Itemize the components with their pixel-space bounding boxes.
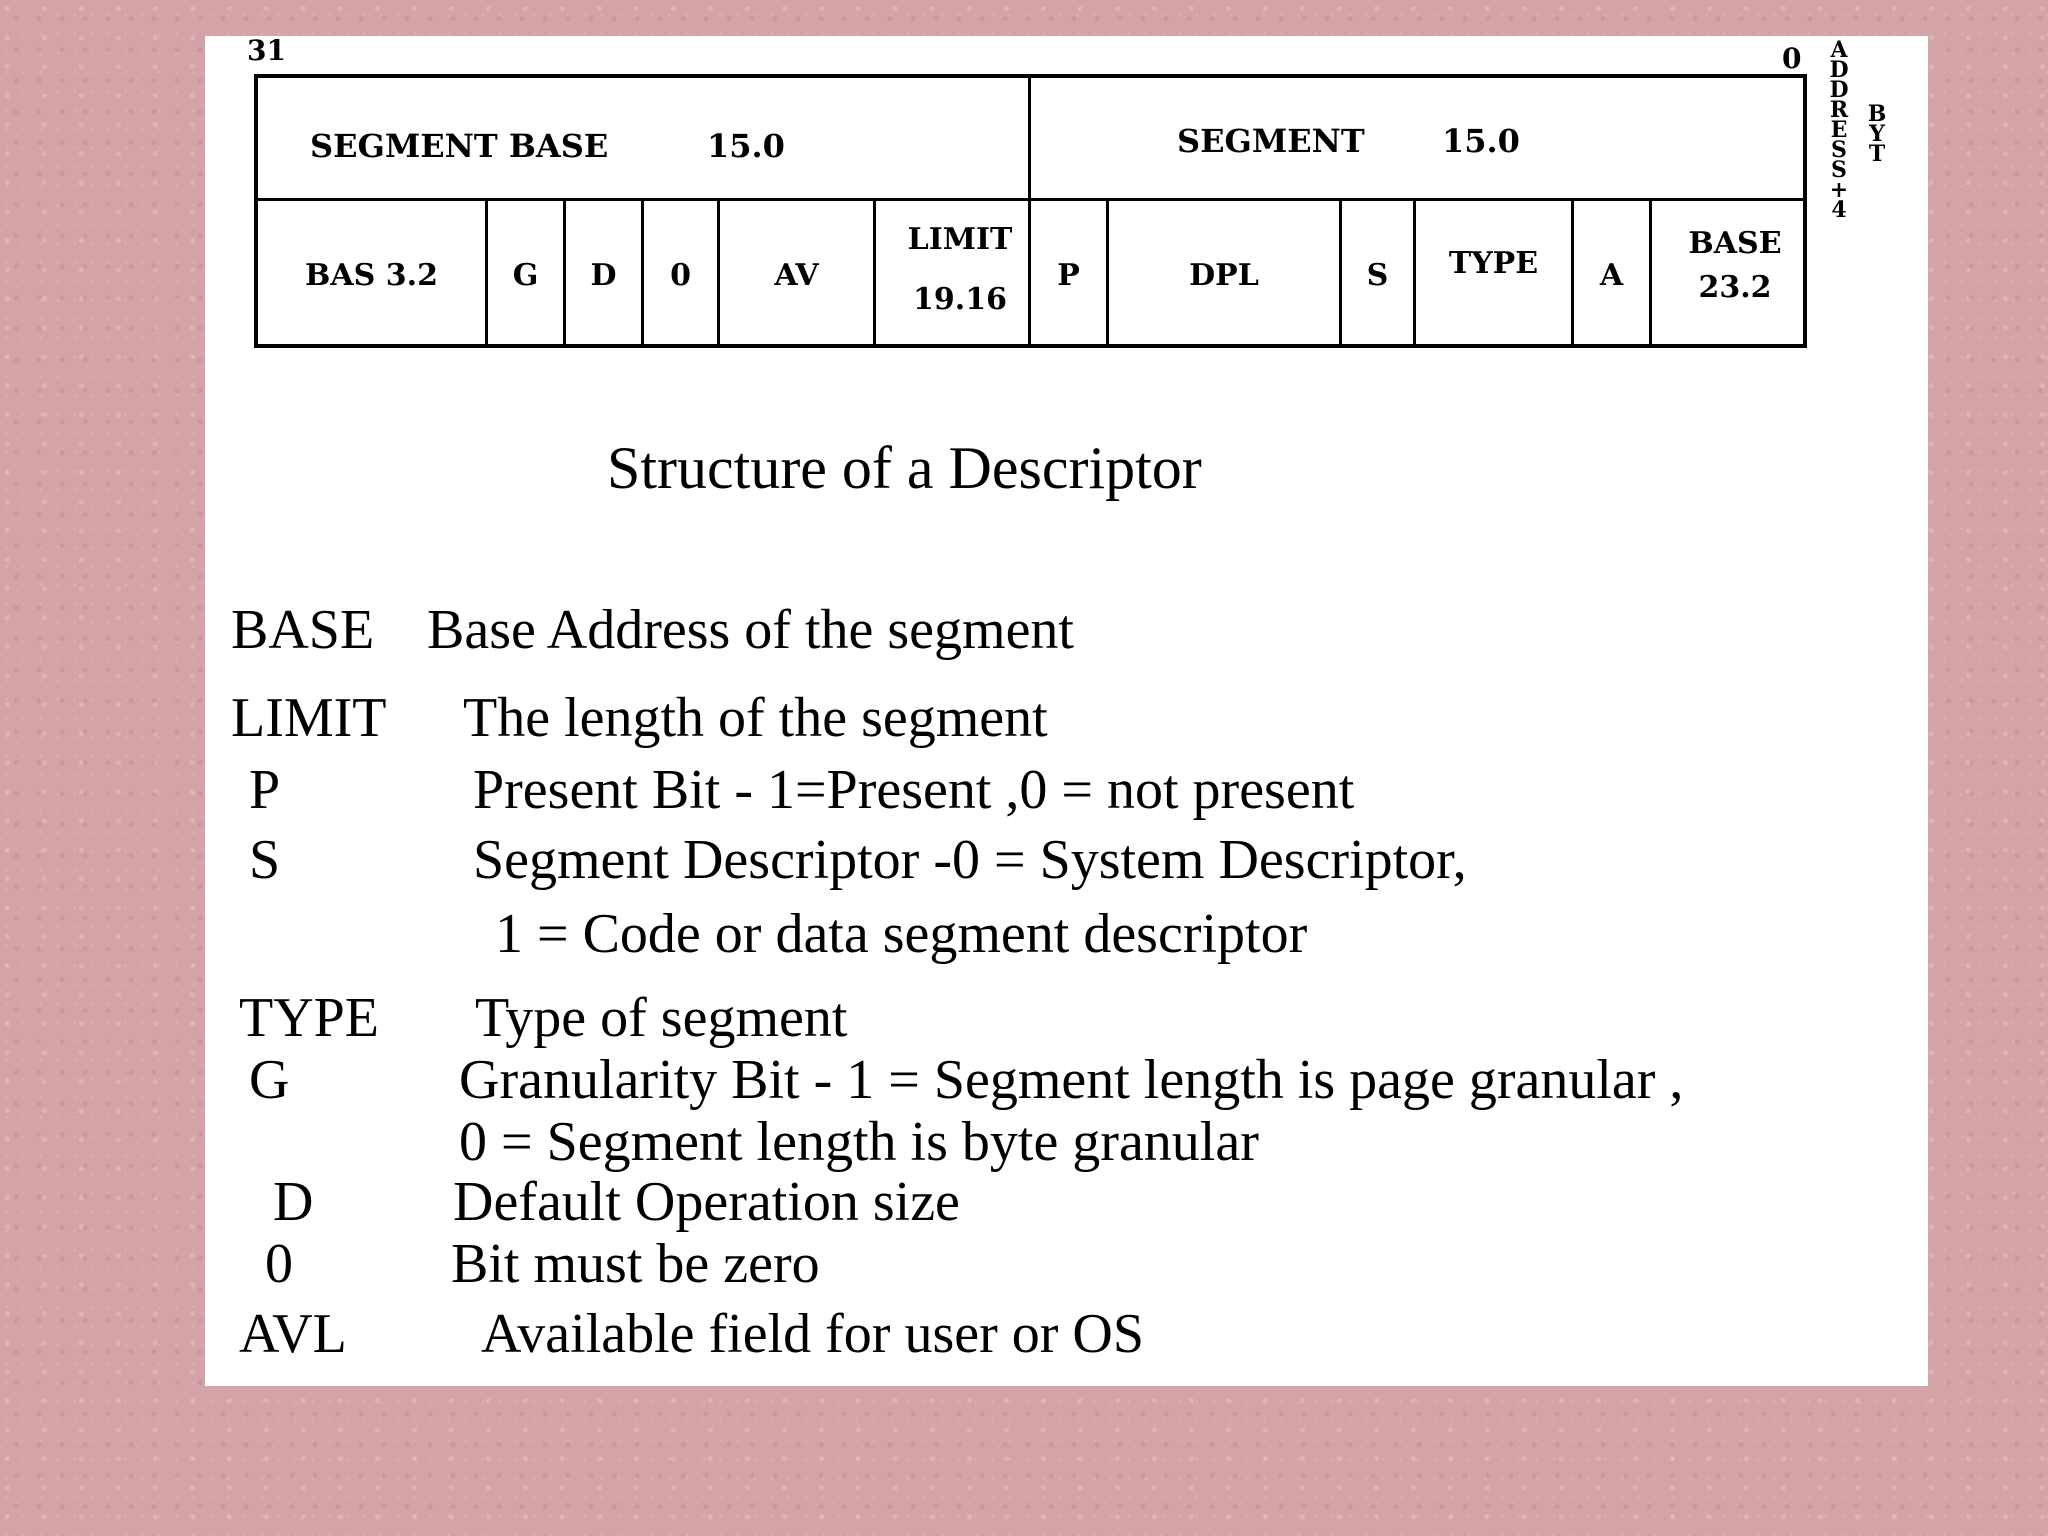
- cell-limit-19-16: LIMIT 19.16: [907, 222, 1013, 317]
- cell-base-23-16: BASE 23.2: [1688, 226, 1782, 305]
- address-plus-4-label: ADDRESS+4: [1829, 37, 1849, 223]
- term-p: P: [249, 759, 281, 821]
- segment-limit-range: 15.0: [1442, 122, 1520, 160]
- cell-dpl: DPL: [1189, 258, 1259, 293]
- desc-g-cont: 0 = Segment length is byte granular: [459, 1111, 1259, 1173]
- term-type: TYPE: [239, 987, 379, 1049]
- term-zero: 0: [265, 1233, 293, 1295]
- desc-limit: The length of the segment: [463, 687, 1048, 749]
- cell-type: TYPE: [1448, 246, 1539, 281]
- desc-d: Default Operation size: [453, 1171, 960, 1233]
- byte-label: BYT: [1867, 101, 1887, 167]
- cell-zero: 0: [670, 258, 691, 293]
- desc-base: Base Address of the segment: [427, 599, 1074, 661]
- segment-base-range: 15.0: [707, 127, 785, 165]
- cell-s: S: [1366, 258, 1389, 293]
- term-s: S: [249, 829, 281, 891]
- bit-31-label: 31: [247, 34, 286, 67]
- term-avl: AVL: [239, 1303, 347, 1365]
- desc-p: Present Bit - 1=Present ,0 = not present: [473, 759, 1355, 821]
- cell-d: D: [590, 258, 617, 293]
- cell-g: G: [512, 258, 539, 293]
- desc-zero: Bit must be zero: [451, 1233, 820, 1295]
- cell-p: P: [1057, 258, 1080, 293]
- segment-base-label: SEGMENT BASE: [310, 127, 609, 165]
- bit-0-label: 0: [1782, 42, 1802, 75]
- row1-divider: [1028, 74, 1031, 199]
- cell-divider: [873, 198, 876, 348]
- desc-avl: Available field for user or OS: [481, 1303, 1144, 1365]
- cell-divider: [1649, 198, 1652, 348]
- term-base: BASE: [231, 599, 375, 661]
- desc-type: Type of segment: [475, 987, 848, 1049]
- term-limit: LIMIT: [231, 687, 387, 749]
- diagram-caption: Structure of a Descriptor: [607, 435, 1202, 501]
- segment-limit-label: SEGMENT: [1177, 122, 1365, 160]
- desc-s: Segment Descriptor -0 = System Descriptor,: [473, 829, 1467, 891]
- cell-a: A: [1599, 258, 1624, 293]
- desc-g: Granularity Bit - 1 = Segment length is page granular ,: [459, 1049, 1684, 1111]
- cell-base-31-24: BAS 3.2: [305, 258, 438, 293]
- desc-s-cont: 1 = Code or data segment descriptor: [495, 903, 1308, 965]
- slide-panel: [205, 36, 1928, 1386]
- term-d: D: [273, 1171, 314, 1233]
- cell-avl: AV: [774, 258, 819, 293]
- term-g: G: [249, 1049, 290, 1111]
